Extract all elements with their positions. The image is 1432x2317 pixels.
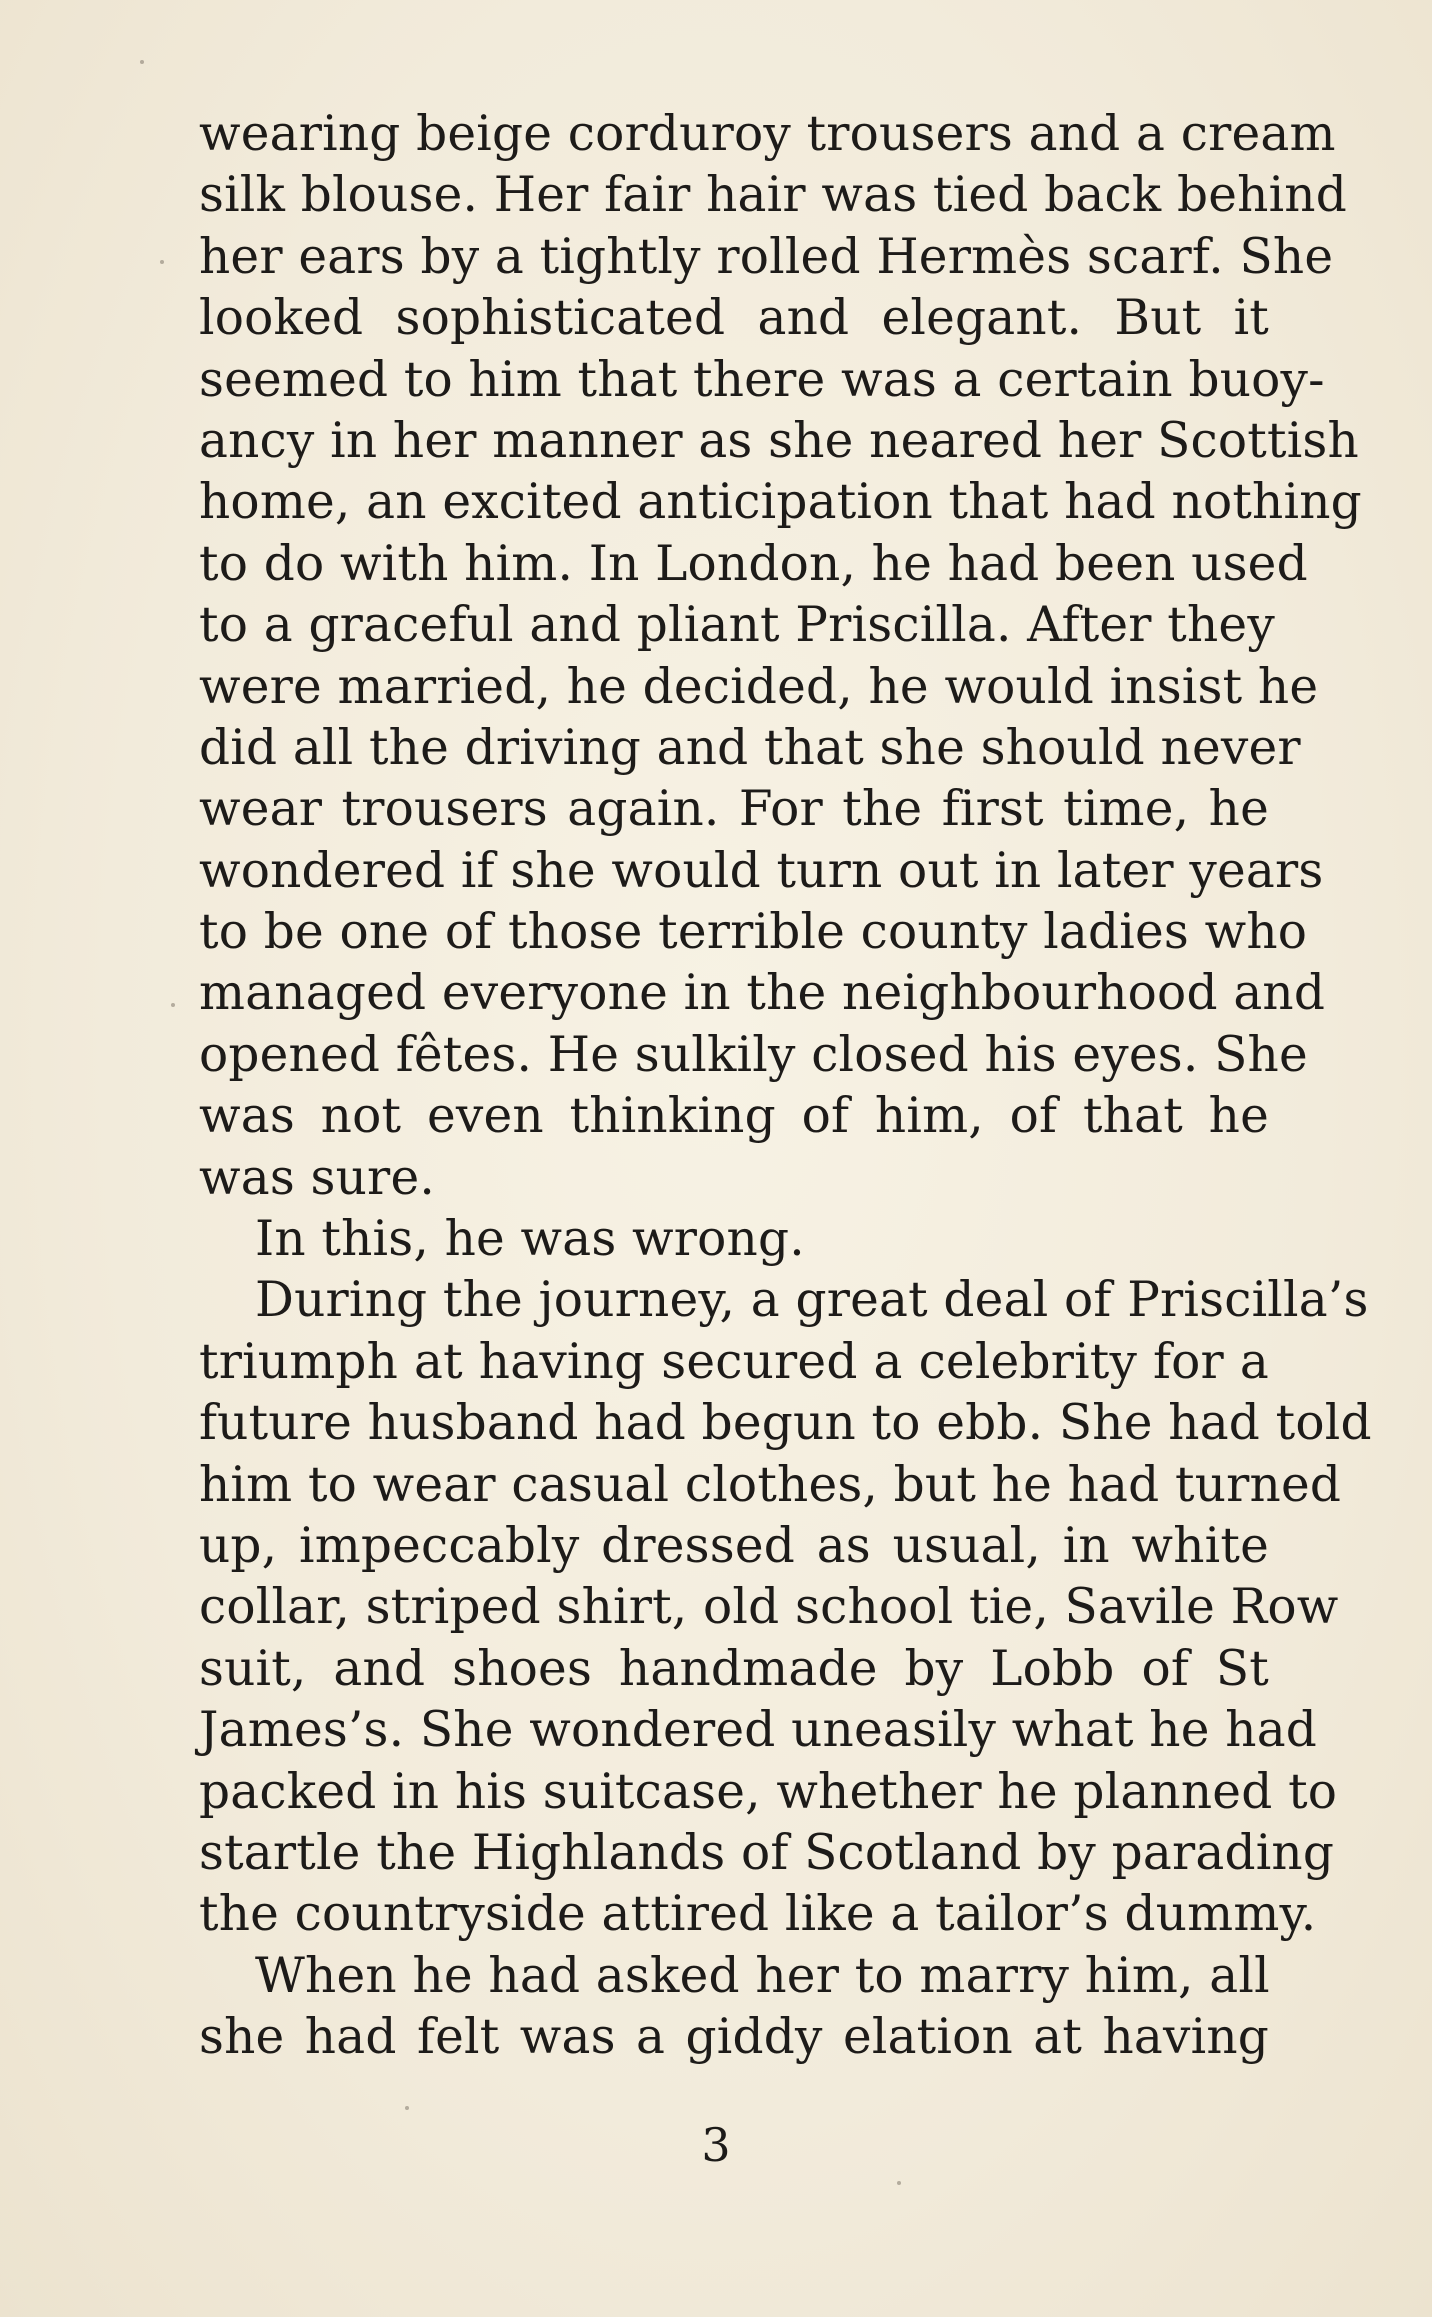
text-line: was sure. — [199, 1149, 435, 1206]
paper-speck — [160, 260, 164, 264]
text-line: to be one of those terrible county ladies who — [199, 904, 1308, 961]
text-line: suit, and shoes handmade by Lobb of St — [199, 1640, 1269, 1697]
text-line: him to wear casual clothes, but he had turned — [199, 1456, 1342, 1513]
text-line: ancy in her manner as she neared her Scottish — [199, 412, 1359, 469]
text-line: wear trousers again. For the first time, he — [199, 781, 1269, 838]
text-line: wondered if she would turn out in later years — [199, 842, 1324, 899]
text-line: James’s. She wondered uneasily what he had — [199, 1702, 1318, 1759]
text-line: was not even thinking of him, of that he — [199, 1088, 1269, 1145]
text-line: seemed to him that there was a certain buoy- — [199, 351, 1325, 408]
text-line: looked sophisticated and elegant. But it — [199, 290, 1269, 347]
paper-speck — [171, 1003, 175, 1007]
text-line: her ears by a tightly rolled Hermès scarf. She — [199, 228, 1334, 285]
text-line: When he had asked her to marry him, all — [255, 1947, 1270, 2004]
text-line: packed in his suitcase, whether he planned to — [199, 1763, 1338, 1820]
paper-speck — [140, 60, 144, 64]
text-line: to a graceful and pliant Priscilla. After they — [199, 597, 1275, 654]
text-line: In this, he was wrong. — [255, 1211, 805, 1268]
text-line: home, an excited anticipation that had nothing — [199, 474, 1362, 531]
text-line: up, impeccably dressed as usual, in white — [199, 1517, 1269, 1574]
text-line: the countryside attired like a tailor’s dummy. — [199, 1886, 1317, 1943]
text-line: During the journey, a great deal of Priscilla’s — [255, 1272, 1369, 1329]
text-line: did all the driving and that she should never — [199, 719, 1301, 776]
body-text — [199, 104, 1372, 2069]
page-number: 3 — [701, 2118, 731, 2172]
text-line: managed everyone in the neighbourhood and — [199, 965, 1326, 1022]
text-line: collar, striped shirt, old school tie, Savile Row — [199, 1579, 1339, 1636]
paper-speck — [405, 2106, 409, 2110]
text-line: wearing beige corduroy trousers and a cream — [199, 106, 1336, 162]
text-line: she had felt was a giddy elation at having — [199, 2009, 1269, 2066]
text-line: startle the Highlands of Scotland by parading — [199, 1824, 1335, 1881]
text-line: silk blouse. Her fair hair was tied back behind — [199, 167, 1347, 224]
paper-speck — [897, 2181, 901, 2185]
text-line: opened fêtes. He sulkily closed his eyes. She — [199, 1026, 1308, 1083]
text-line: to do with him. In London, he had been used — [199, 535, 1308, 592]
text-line: triumph at having secured a celebrity for a — [199, 1333, 1269, 1390]
text-line: were married, he decided, he would insist he — [199, 658, 1319, 715]
text-line: future husband had begun to ebb. She had told — [199, 1395, 1372, 1452]
